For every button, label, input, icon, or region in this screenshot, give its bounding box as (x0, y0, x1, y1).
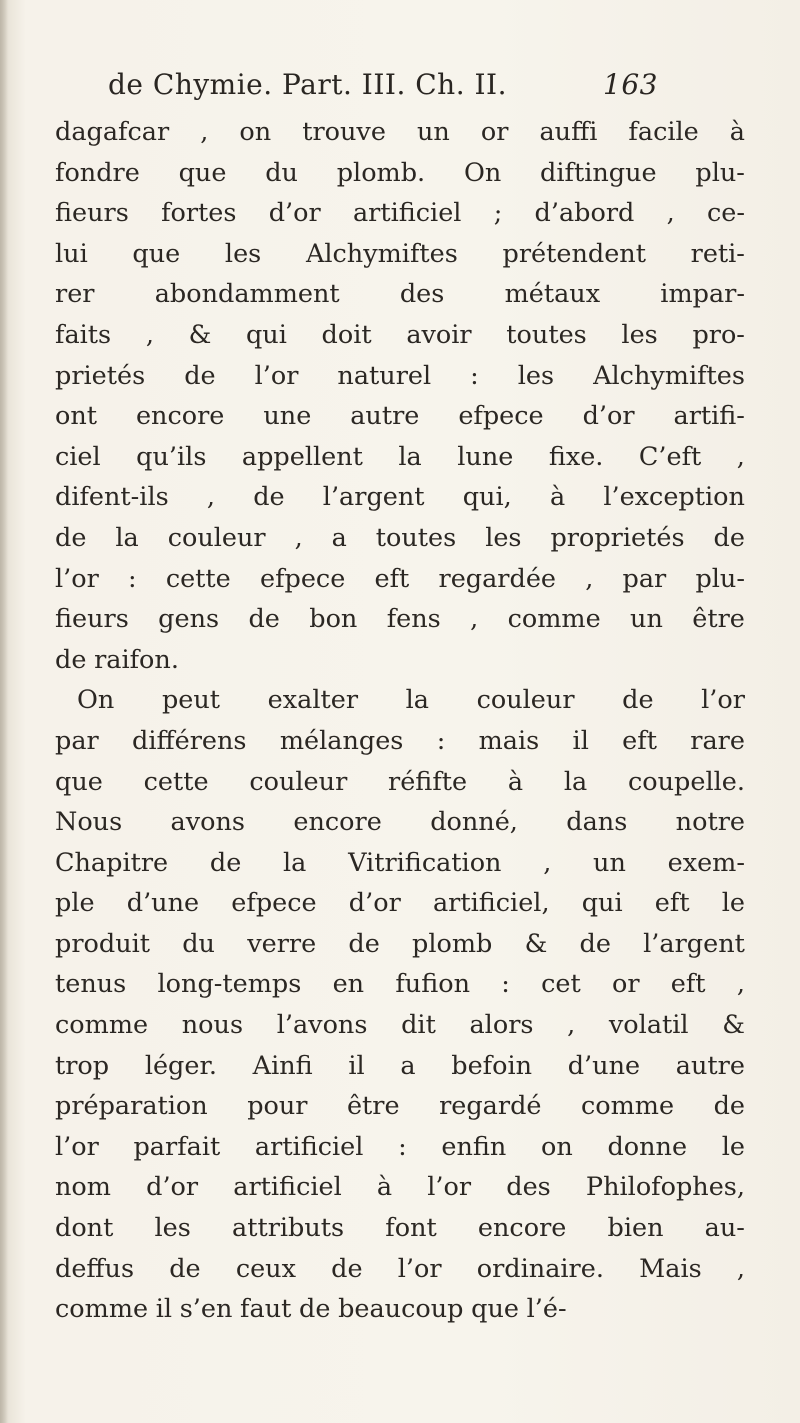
text-line: tenus long-temps en fufion : cet or eft , (55, 969, 745, 1000)
text-line: difent-ils , de l’argent qui, à l’exception (55, 482, 745, 513)
text-line: trop léger. Ainfi il a befoin d’une autre (55, 1050, 745, 1081)
text-line: faits , & qui doit avoir toutes les pro- (55, 319, 745, 350)
text-line: rer abondamment des métaux impar- (55, 279, 745, 310)
running-head-title: de Chymie. Part. III. Ch. II. (108, 68, 508, 101)
text-line: lui que les Alchymiftes prétendent reti- (55, 238, 745, 269)
body-text (55, 112, 745, 1330)
text-line: ont encore une autre efpece d’or artifi- (55, 401, 745, 432)
text-line: par différens mélanges : mais il eft rare (55, 725, 745, 756)
text-line: dont les attributs font encore bien au- (55, 1213, 745, 1244)
text-line: nom d’or artificiel à l’or des Philofophes, (55, 1172, 745, 1203)
text-line: produit du verre de plomb & de l’argent (55, 928, 745, 959)
page-number: 163 (603, 68, 658, 101)
text-line: fieurs fortes d’or artificiel ; d’abord , ce- (55, 198, 745, 229)
text-line: l’or : cette efpece eft regardée , par plu- (55, 563, 745, 594)
text-line: prietés de l’or naturel : les Alchymiftes (55, 360, 745, 391)
text-line: comme il s’en faut de beaucoup que l’é- (55, 1294, 567, 1325)
text-line: l’or parfait artificiel : enfin on donne le (55, 1131, 745, 1162)
text-line: préparation pour être regardé comme de (55, 1091, 745, 1122)
text-line: de la couleur , a toutes les proprietés de (55, 522, 745, 553)
text-line: Chapitre de la Vitrification , un exem- (55, 847, 745, 878)
text-line: de raifon. (55, 644, 179, 675)
text-line: deffus de ceux de l’or ordinaire. Mais , (55, 1253, 745, 1284)
text-line: fondre que du plomb. On diftingue plu- (55, 157, 745, 188)
text-line: ciel qu’ils appellent la lune fixe. C’eft , (55, 441, 745, 472)
running-head (108, 68, 708, 108)
text-line: On peut exalter la couleur de l’or (77, 685, 745, 716)
text-line: ple d’une efpece d’or artificiel, qui eft le (55, 888, 745, 919)
text-line: fieurs gens de bon fens , comme un être (55, 604, 745, 635)
page-gutter-shadow (0, 0, 8, 1423)
text-line: comme nous l’avons dit alors , volatil & (55, 1010, 745, 1041)
text-line: dagafcar , on trouve un or auffi facile à (55, 117, 745, 147)
text-line: Nous avons encore donné, dans notre (55, 807, 745, 838)
text-line: que cette couleur réfifte à la coupelle. (55, 766, 745, 797)
